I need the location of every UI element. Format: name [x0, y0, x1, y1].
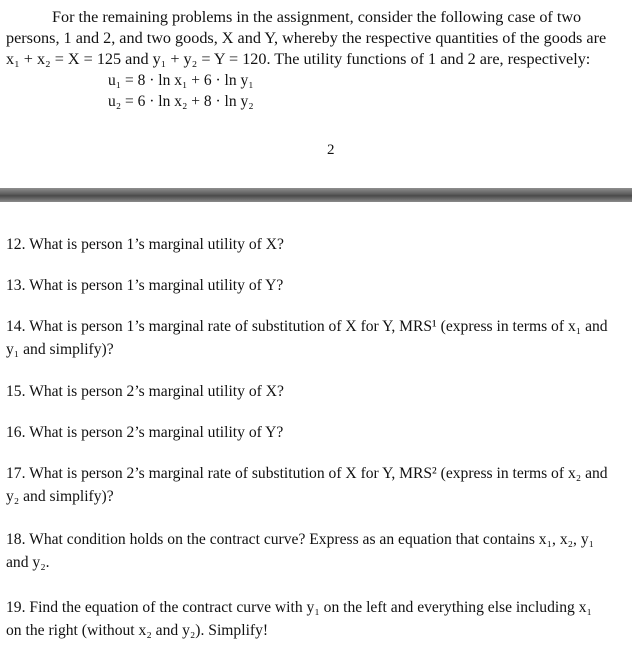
question-13: 13. What is person 1’s marginal utility of Y?: [6, 277, 284, 294]
question-18: 18. What condition holds on the contract curve? Express as an equation that contains x₁, x₂, y₁ and y₂.: [6, 531, 595, 571]
question-19: 19. Find the equation of the contract curve with y₁ on the left and everything else including x₁ on the right (without x₂ and y₂). Simplify!: [6, 599, 592, 639]
question-17: 17. What is person 2’s marginal rate of substitution of X for Y, MRS² (express in terms of x₂ and y₂ and simplify)?: [6, 465, 608, 505]
intro-line-1: For the remaining problems in the assignment, consider the following case of two: [52, 8, 582, 26]
intro-paragraph: [6, 7, 626, 70]
question-16: 16. What is person 2’s marginal utility of Y?: [6, 424, 284, 441]
question-15: 15. What is person 2’s marginal utility of X?: [6, 383, 284, 400]
utility-equation-person-2: u₂ = 6 · ln x₂ + 8 · ln y₂: [108, 93, 254, 110]
question-14: 14. What is person 1’s marginal rate of substitution of X for Y, MRS¹ (express in terms of x₁ and y₁ and simplify)?: [6, 318, 608, 358]
question-12: 12. What is person 1’s marginal utility of X?: [6, 236, 284, 253]
page-number: 2: [327, 142, 335, 158]
page-divider: [0, 188, 632, 202]
intro-line-3: x₁ + x₂ = X = 125 and y₁ + y₂ = Y = 120. The utility functions of 1 and 2 are, respectively:: [6, 50, 591, 68]
next-page-top: [0, 202, 632, 655]
intro-line-2: persons, 1 and 2, and two goods, X and Y, whereby the respective quantities of the goods are: [6, 29, 607, 47]
utility-equation-person-1: u₁ = 8 · ln x₁ + 6 · ln y₁: [108, 72, 254, 89]
previous-page-bottom: [0, 0, 632, 188]
